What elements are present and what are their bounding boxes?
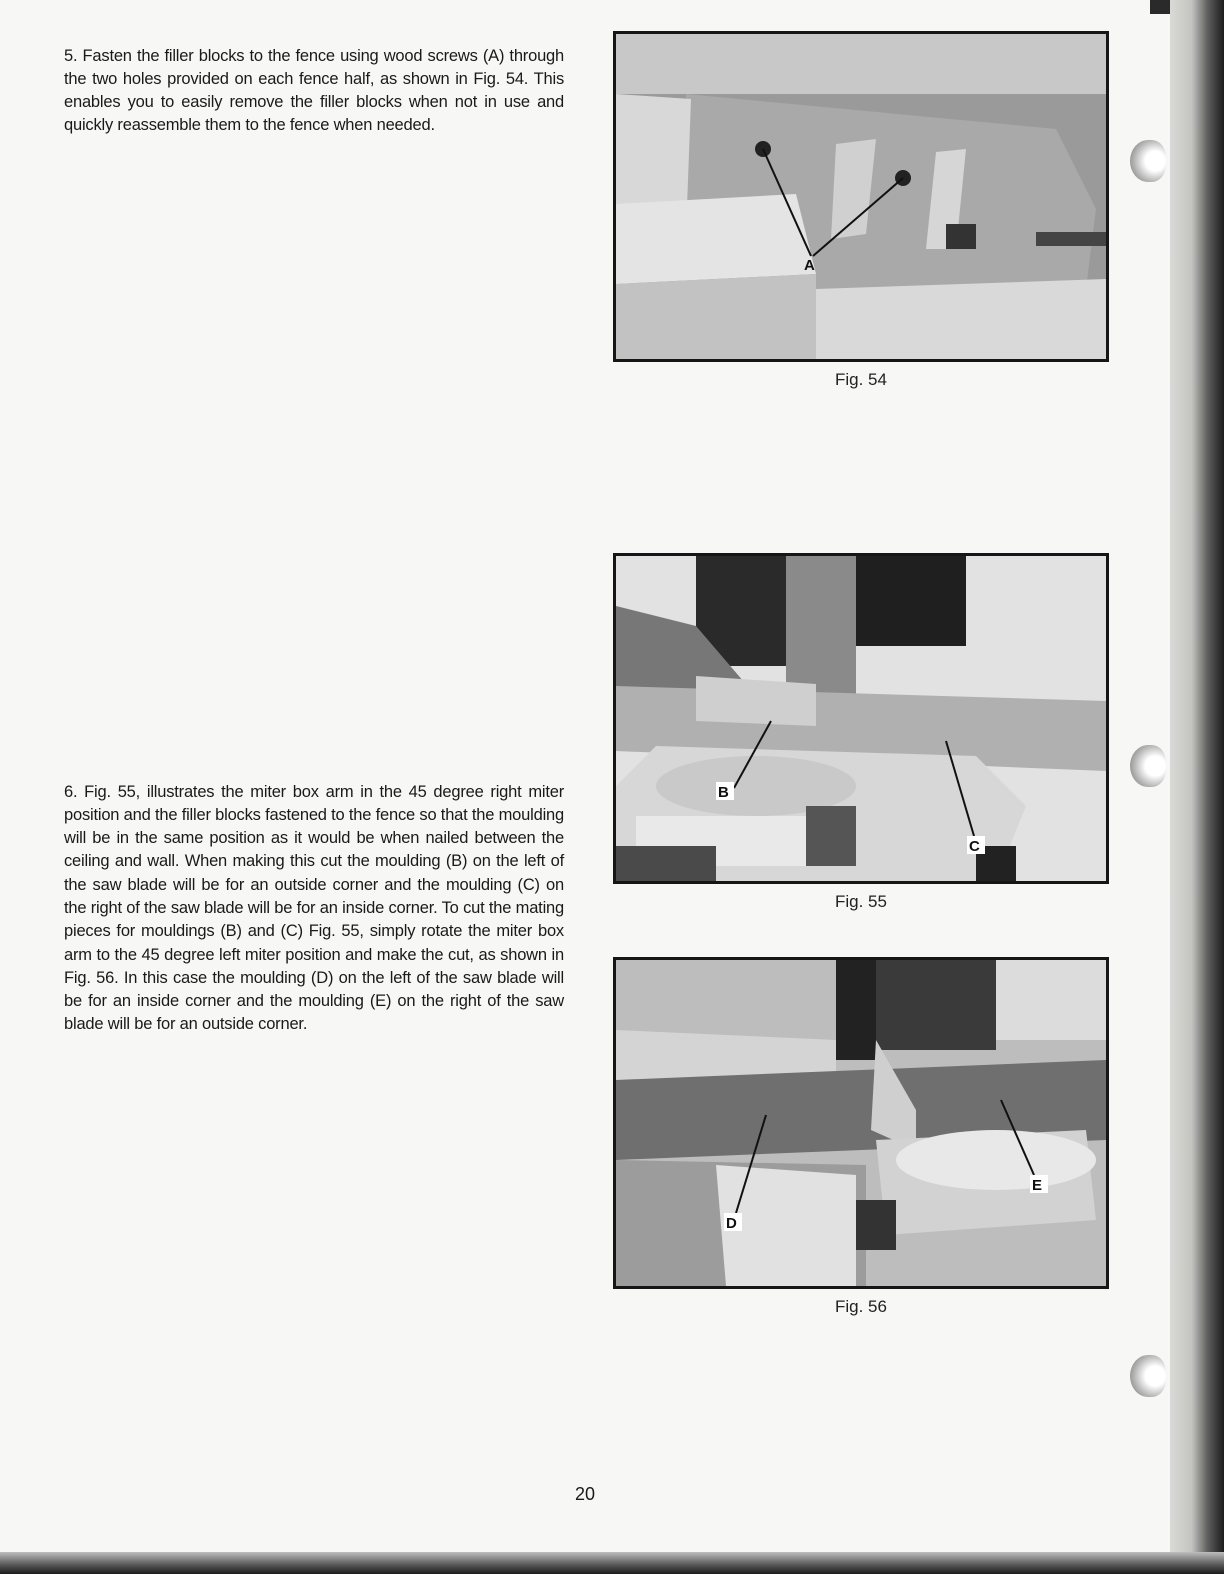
step-6-text: 6. Fig. 55, illustrates the miter box arm in the 45 degree right miter position and the filler blocks fastened to the fence so that the moulding will be in the same position as it would be when nailed between the ceiling and wall. When making this cut the moulding (B) on the left of the saw blade will be for an outside corner and the moulding (C) on the right of the saw blade will be for an inside corner. To cut the mating pieces for mouldings (B) and (C) Fig. 55, simply rotate the miter box arm to the 45 degree left miter position and make the cut, as shown in Fig. 56. In this case the moulding (D) on the left of the saw blade will be for an inside corner and the moulding (E) on the right of the saw blade will be for an outside corner. <box>64 782 564 1034</box>
figure-56-photo <box>613 957 1109 1289</box>
label-a: A <box>804 257 815 274</box>
figure-54-photo <box>613 31 1109 362</box>
figure-54-caption: Fig. 54 <box>835 370 887 389</box>
binder-edge <box>1170 0 1224 1574</box>
page-number: 20 <box>574 1484 596 1504</box>
step-5-text: 5. Fasten the filler blocks to the fence using wood screws (A) through the two holes provided on each fence half, as shown in Fig. 54. This enables you to easily remove the filler blocks when not in use and quickly reassemble them to the fence when needed. <box>64 46 564 135</box>
label-c: C <box>969 838 980 855</box>
figure-55-photo <box>613 553 1109 884</box>
punch-hole-top <box>1130 140 1166 182</box>
label-d: D <box>726 1215 737 1232</box>
page-bottom-edge <box>0 1552 1224 1574</box>
punch-hole-bottom <box>1130 1355 1166 1397</box>
punch-hole-middle <box>1130 745 1166 787</box>
figure-55-caption: Fig. 55 <box>835 892 887 911</box>
figure-56-caption: Fig. 56 <box>835 1297 887 1316</box>
label-b: B <box>718 784 729 801</box>
label-e: E <box>1032 1177 1043 1194</box>
